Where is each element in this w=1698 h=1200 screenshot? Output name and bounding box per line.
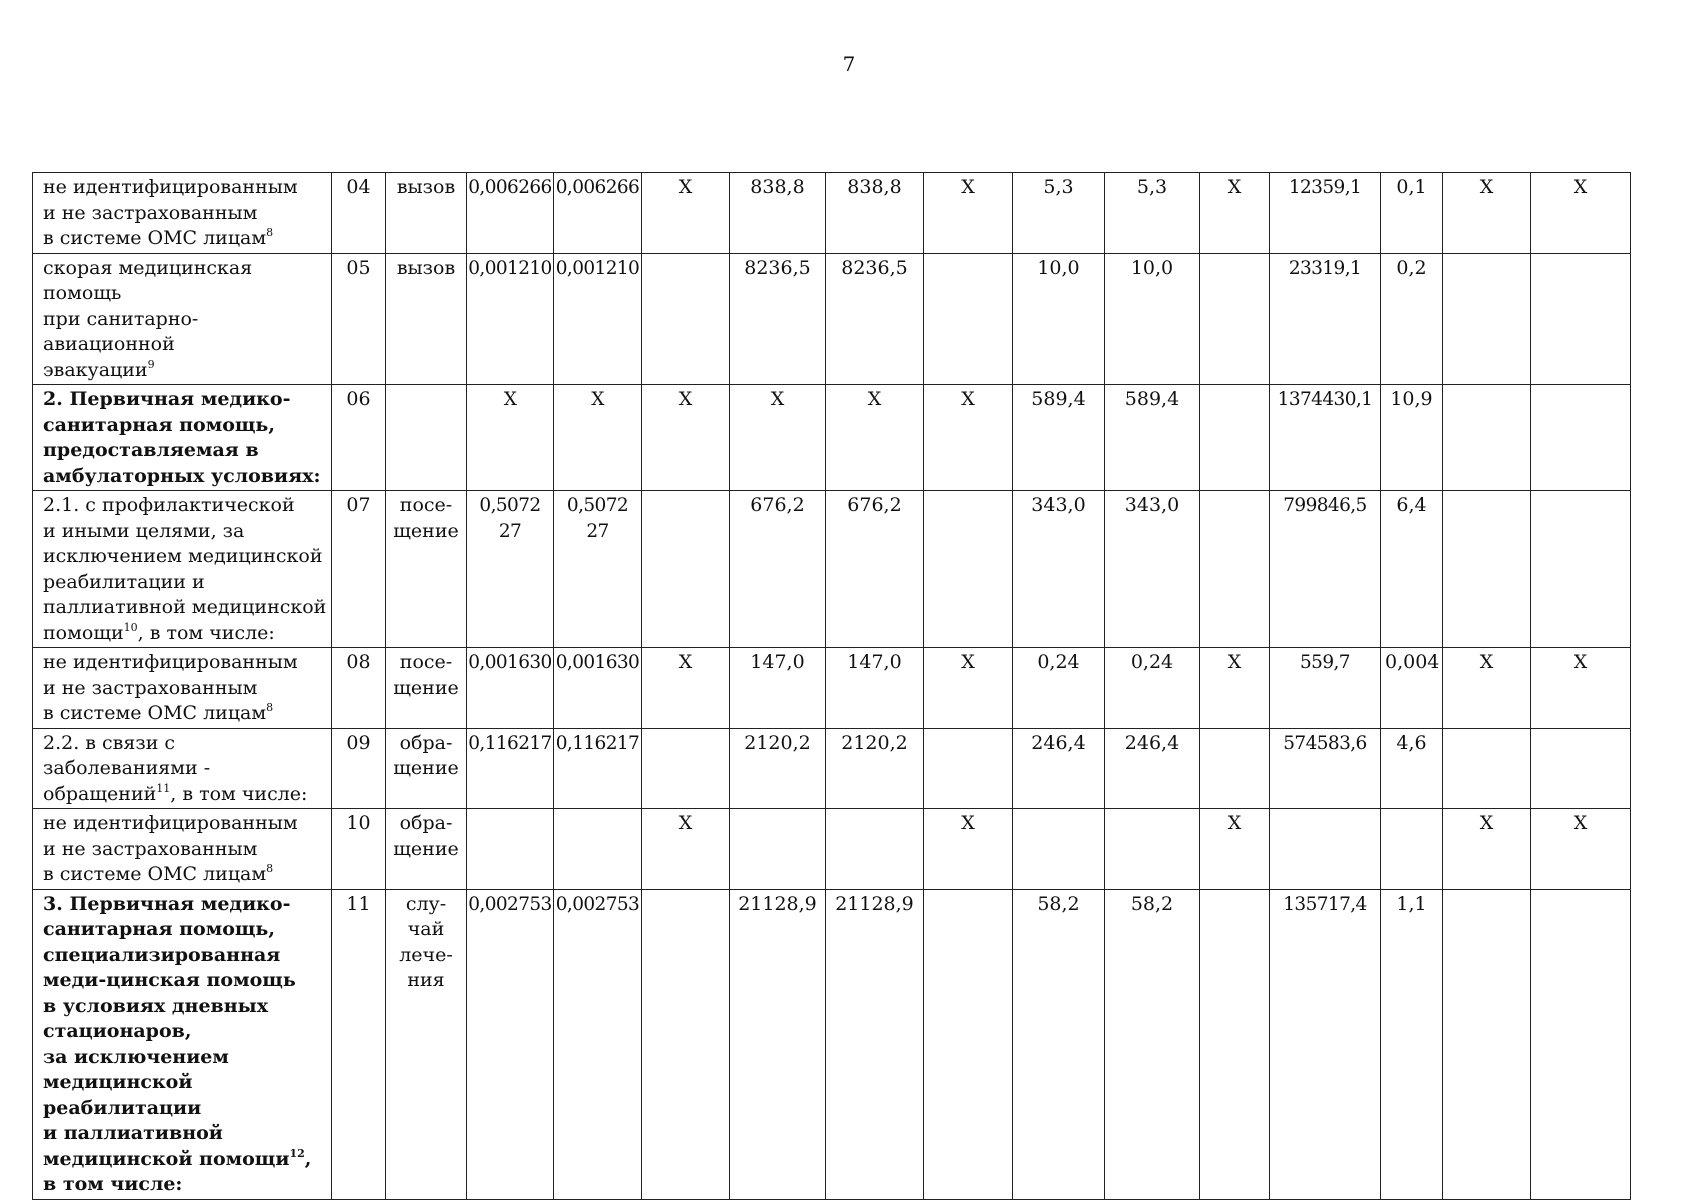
table-cell: Х xyxy=(1200,173,1270,254)
table-cell: 838,8 xyxy=(730,173,826,254)
table-cell: обра- щение xyxy=(386,809,467,890)
row-label-cell xyxy=(33,253,332,385)
table-cell: Х xyxy=(1200,809,1270,890)
table-row xyxy=(33,253,1631,385)
table-cell: 04 xyxy=(332,173,386,254)
row-label: 2.1. с профилактической и иными целями, за исключением медицинской реабилитации и паллиативной медицинской помощи xyxy=(43,494,327,644)
table-cell xyxy=(467,809,554,890)
table-cell xyxy=(924,728,1013,809)
table-cell xyxy=(1381,809,1443,890)
table-cell: 0,001630 xyxy=(467,648,554,729)
table-cell: 147,0 xyxy=(730,648,826,729)
table-cell: Х xyxy=(924,385,1013,491)
table-cell: Х xyxy=(924,648,1013,729)
table-cell: Х xyxy=(642,173,730,254)
footnote-marker: 8 xyxy=(266,862,274,875)
table-cell: 12359,1 xyxy=(1270,173,1381,254)
table-cell xyxy=(1200,491,1270,648)
table-cell: Х xyxy=(642,809,730,890)
table-cell: 0,006266 xyxy=(554,173,642,254)
data-table xyxy=(32,172,1631,1200)
table-cell: 06 xyxy=(332,385,386,491)
table-cell: Х xyxy=(924,173,1013,254)
table-cell xyxy=(1443,889,1531,1199)
table-cell: 23319,1 xyxy=(1270,253,1381,385)
table-cell: Х xyxy=(642,648,730,729)
table-cell: 0,2 xyxy=(1381,253,1443,385)
table-cell: 574583,6 xyxy=(1270,728,1381,809)
table-cell: 0,001210 xyxy=(554,253,642,385)
table-cell: 58,2 xyxy=(1013,889,1105,1199)
footnote-marker: 12 xyxy=(289,1146,305,1160)
footnote-marker: 9 xyxy=(147,357,155,371)
table-cell xyxy=(924,889,1013,1199)
table-cell: 147,0 xyxy=(826,648,924,729)
table-cell: 10,0 xyxy=(1105,253,1200,385)
table-cell: 0,001630 xyxy=(554,648,642,729)
table-cell xyxy=(1200,889,1270,1199)
row-label-cell xyxy=(33,648,332,729)
table-cell: 8236,5 xyxy=(826,253,924,385)
table-cell xyxy=(642,253,730,385)
table-cell xyxy=(1200,728,1270,809)
table-cell: Х xyxy=(1531,173,1631,254)
table-row xyxy=(33,809,1631,890)
table-cell: 10,9 xyxy=(1381,385,1443,491)
table-cell: 246,4 xyxy=(1105,728,1200,809)
table-cell: Х xyxy=(467,385,554,491)
table-cell: 09 xyxy=(332,728,386,809)
page-number: 7 xyxy=(842,52,856,76)
table-cell: 799846,5 xyxy=(1270,491,1381,648)
table-cell: 0,24 xyxy=(1105,648,1200,729)
table-cell: 0,116217 xyxy=(554,728,642,809)
table-cell xyxy=(386,385,467,491)
table-cell: Х xyxy=(642,385,730,491)
table-cell: Х xyxy=(1443,173,1531,254)
table-cell: 5,3 xyxy=(1013,173,1105,254)
table-body xyxy=(33,173,1631,1200)
table-cell xyxy=(1443,728,1531,809)
table-cell: 246,4 xyxy=(1013,728,1105,809)
table-cell xyxy=(1531,728,1631,809)
table-row xyxy=(33,648,1631,729)
row-label-suffix: , в том числе: xyxy=(170,782,308,805)
table-cell: 559,7 xyxy=(1270,648,1381,729)
row-label: 2.2. в связи с заболеваниями - обращений xyxy=(43,731,211,805)
table-cell xyxy=(1443,491,1531,648)
table-cell: 11 xyxy=(332,889,386,1199)
table-row xyxy=(33,491,1631,648)
table-cell: 2120,2 xyxy=(730,728,826,809)
table-cell xyxy=(1531,491,1631,648)
table-row xyxy=(33,728,1631,809)
table-row xyxy=(33,889,1631,1199)
table-cell: 08 xyxy=(332,648,386,729)
table-cell: 0,002753 xyxy=(554,889,642,1199)
table-cell xyxy=(1531,253,1631,385)
table-cell: посе- щение xyxy=(386,491,467,648)
table-cell: Х xyxy=(826,385,924,491)
table-cell: 343,0 xyxy=(1105,491,1200,648)
table-cell xyxy=(1531,385,1631,491)
footnote-marker: 8 xyxy=(266,226,274,239)
table-cell: 0,006266 xyxy=(467,173,554,254)
row-label: скорая медицинская помощь при санитарно-авиационной эвакуации xyxy=(43,256,253,381)
table-cell xyxy=(642,728,730,809)
table-cell: Х xyxy=(554,385,642,491)
table-cell: 07 xyxy=(332,491,386,648)
table-cell: 21128,9 xyxy=(826,889,924,1199)
table-cell: 0,5072 27 xyxy=(467,491,554,648)
table-cell xyxy=(924,253,1013,385)
table-cell xyxy=(554,809,642,890)
table-cell: 0,004 xyxy=(1381,648,1443,729)
table-cell xyxy=(1531,889,1631,1199)
table-row xyxy=(33,385,1631,491)
table-cell: Х xyxy=(1200,648,1270,729)
row-label-cell xyxy=(33,728,332,809)
row-label-cell xyxy=(33,173,332,254)
table-cell xyxy=(1013,809,1105,890)
table-cell xyxy=(1200,385,1270,491)
table-cell: 4,6 xyxy=(1381,728,1443,809)
table-cell: 135717,4 xyxy=(1270,889,1381,1199)
row-label: не идентифицированным и не застрахованным в системе ОМС лицам xyxy=(43,651,298,724)
row-label: 3. Первичная медико- санитарная помощь, специализированная меди-цинская помощь в условиях дневных стационаров, за исключением медицинской реабилитации и паллиативной медицинской помощи xyxy=(43,892,296,1170)
table-cell: 21128,9 xyxy=(730,889,826,1199)
table-cell: Х xyxy=(730,385,826,491)
table-cell: 0,001210 xyxy=(467,253,554,385)
table-cell: 0,116217 xyxy=(467,728,554,809)
row-label-suffix: , в том числе: xyxy=(43,1147,312,1195)
table-cell xyxy=(1443,253,1531,385)
table-cell xyxy=(1443,385,1531,491)
table-cell: 0,1 xyxy=(1381,173,1443,254)
table-cell: 343,0 xyxy=(1013,491,1105,648)
table-cell: 10 xyxy=(332,809,386,890)
footnote-marker: 8 xyxy=(266,701,274,714)
footnote-marker: 10 xyxy=(123,620,138,634)
table-cell: 589,4 xyxy=(1013,385,1105,491)
row-label: не идентифицированным и не застрахованным в системе ОМС лицам xyxy=(43,812,298,885)
table-cell: Х xyxy=(1443,809,1531,890)
table-cell: 6,4 xyxy=(1381,491,1443,648)
table-cell: 8236,5 xyxy=(730,253,826,385)
row-label-suffix: , в том числе: xyxy=(137,621,275,644)
table-cell xyxy=(1270,809,1381,890)
row-label-cell xyxy=(33,889,332,1199)
table-cell: вызов xyxy=(386,253,467,385)
table-cell: 1374430,1 xyxy=(1270,385,1381,491)
row-label-cell xyxy=(33,809,332,890)
table-cell xyxy=(1105,809,1200,890)
table-cell xyxy=(730,809,826,890)
table-cell xyxy=(924,491,1013,648)
row-label: не идентифицированным и не застрахованным в системе ОМС лицам xyxy=(43,176,298,249)
table-cell: 0,002753 xyxy=(467,889,554,1199)
footnote-marker: 11 xyxy=(156,781,171,795)
table-cell: 676,2 xyxy=(826,491,924,648)
table-row xyxy=(33,173,1631,254)
table-cell: 0,24 xyxy=(1013,648,1105,729)
table-cell: Х xyxy=(1531,648,1631,729)
table-cell xyxy=(642,491,730,648)
table-cell: Х xyxy=(924,809,1013,890)
table-cell: 05 xyxy=(332,253,386,385)
table-cell: 838,8 xyxy=(826,173,924,254)
table-cell: 1,1 xyxy=(1381,889,1443,1199)
table-cell xyxy=(642,889,730,1199)
table-cell: 58,2 xyxy=(1105,889,1200,1199)
table-cell: 2120,2 xyxy=(826,728,924,809)
table-cell: 10,0 xyxy=(1013,253,1105,385)
row-label-cell xyxy=(33,491,332,648)
table-cell: 676,2 xyxy=(730,491,826,648)
table-cell xyxy=(1200,253,1270,385)
table-cell: 5,3 xyxy=(1105,173,1200,254)
row-label-cell xyxy=(33,385,332,491)
table-cell: Х xyxy=(1443,648,1531,729)
table-cell: вызов xyxy=(386,173,467,254)
table-cell: Х xyxy=(1531,809,1631,890)
table-cell: 589,4 xyxy=(1105,385,1200,491)
table-cell: 0,5072 27 xyxy=(554,491,642,648)
table-cell: обра- щение xyxy=(386,728,467,809)
table-cell xyxy=(826,809,924,890)
row-label: 2. Первичная медико- санитарная помощь, предоставляемая в амбулаторных условиях: xyxy=(43,388,321,487)
table-cell: посе- щение xyxy=(386,648,467,729)
table-cell: слу- чай лече- ния xyxy=(386,889,467,1199)
